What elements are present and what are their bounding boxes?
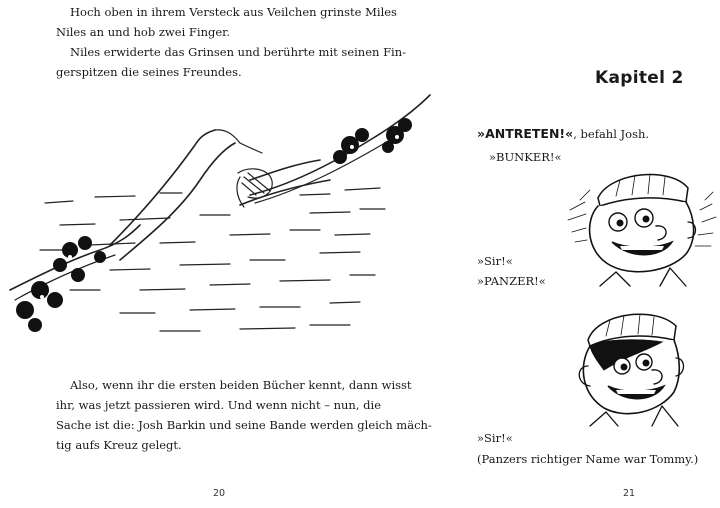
- dialogue-line: »Sir!«: [477, 254, 513, 268]
- dialogue-rest: , befahl Josh.: [573, 127, 650, 141]
- text-line: Hoch oben in ihrem Versteck aus Veilchen grinste Miles: [70, 5, 397, 19]
- illustration-panzer-face: [552, 300, 702, 428]
- dialogue-line: »BUNKER!«: [489, 150, 562, 164]
- dialogue-line: [477, 126, 649, 142]
- illustration-bunker-face: [560, 160, 720, 288]
- text-line: Niles erwiderte das Grinsen und berührte mit seinen Fin-: [70, 45, 407, 59]
- dialogue-line: (Panzers richtiger Name war Tommy.): [477, 452, 699, 466]
- page-number-right: 21: [623, 488, 636, 499]
- page-number-left: 20: [213, 488, 226, 499]
- paragraph-miles-niles: [56, 2, 407, 82]
- text-line: Sache ist die: Josh Barkin und seine Bande werden gleich mäch-: [56, 418, 432, 432]
- paragraph-josh-barkin: [56, 375, 432, 455]
- chapter-title: Kapitel 2: [595, 68, 684, 88]
- text-line: Niles an und hob zwei Finger.: [56, 25, 231, 39]
- text-line: gerspitzen die seines Freundes.: [56, 65, 242, 79]
- illustration-fingertips-touch: [0, 85, 440, 345]
- text-line: ihr, was jetzt passieren wird. Und wenn nicht – nun, die: [56, 398, 381, 412]
- right-page: [440, 0, 720, 508]
- text-line: tig aufs Kreuz gelegt.: [56, 438, 182, 452]
- dialogue-line: »Sir!«: [477, 431, 513, 445]
- shout-text: »ANTRETEN!«: [477, 126, 574, 141]
- text-line: Also, wenn ihr die ersten beiden Bücher kennt, dann wisst: [70, 378, 412, 392]
- dialogue-line: »PANZER!«: [477, 274, 546, 288]
